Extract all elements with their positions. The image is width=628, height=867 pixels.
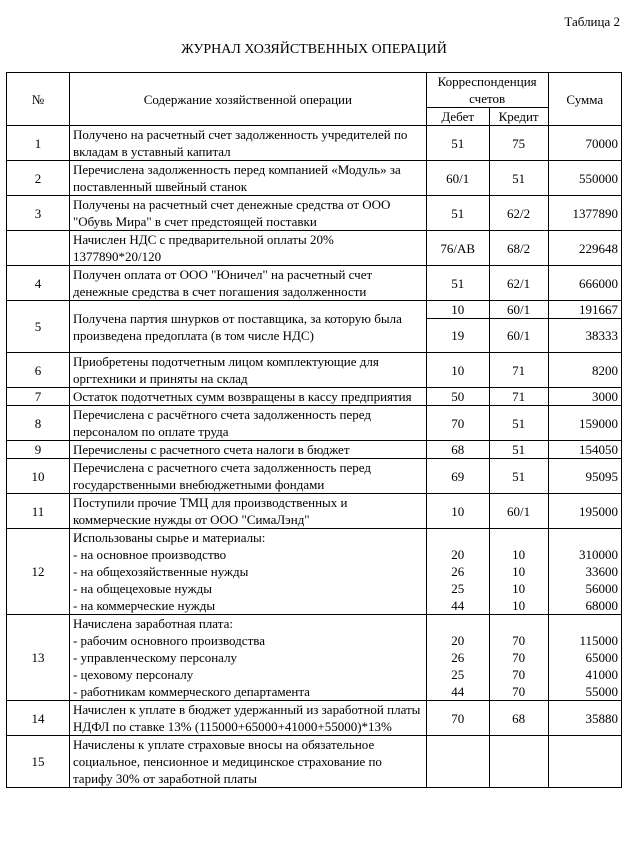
- row-credit: 70: [512, 684, 526, 699]
- row-desc: Получены на расчетный счет денежные средства от ООО "Обувь Мира" в счет предстоящей поставки: [69, 196, 426, 231]
- row-num: 1: [7, 126, 70, 161]
- row-credit: 51: [489, 161, 548, 196]
- row-num: 14: [7, 701, 70, 736]
- row-desc-line: - на основное производство: [72, 547, 227, 562]
- row-credit: 10: [512, 598, 526, 613]
- row-desc: Начислен НДС с предварительной оплаты 20% 1377890*20/120: [69, 231, 426, 266]
- row-num: 8: [7, 406, 70, 441]
- row-num: 5: [7, 301, 70, 353]
- row-sum: 70000: [548, 126, 622, 161]
- row-desc-line: - рабочим основного производства: [72, 633, 265, 648]
- row-credit: 70: [512, 633, 526, 648]
- page-title: ЖУРНАЛ ХОЗЯЙСТВЕННЫХ ОПЕРАЦИЙ: [181, 42, 447, 57]
- row-sum: 159000: [548, 406, 622, 441]
- table-row: [7, 441, 622, 459]
- row-debit: 76/АВ: [426, 231, 489, 266]
- row-debit: 51: [426, 126, 489, 161]
- row-desc: Получена партия шнурков от поставщика, за которую была произведена предоплата (в том числе НДС): [69, 301, 426, 353]
- row-sum: 55000: [585, 684, 618, 699]
- row-credit: 71: [489, 388, 548, 406]
- row-credit: 10: [512, 564, 526, 579]
- table-row: [7, 196, 622, 231]
- row-num: 3: [7, 196, 70, 231]
- row-debit: 10: [426, 494, 489, 529]
- row-num: 7: [7, 388, 70, 406]
- row-sum: 65000: [585, 650, 618, 665]
- row-credit: 60/1: [489, 319, 548, 353]
- row-debit: 68: [426, 441, 489, 459]
- table-row: [7, 388, 622, 406]
- row-debit: 19: [426, 319, 489, 353]
- row-sum: 95095: [548, 459, 622, 494]
- row-desc-line: - работникам коммерческого департамента: [72, 684, 310, 699]
- row-debit: 70: [426, 406, 489, 441]
- row-num: 11: [7, 494, 70, 529]
- row-debit: 70: [426, 701, 489, 736]
- row-desc-line: - на общецеховые нужды: [72, 581, 212, 596]
- row-num: 15: [7, 736, 70, 788]
- row-sum: 41000: [585, 667, 618, 682]
- row-credit: 60/1: [489, 301, 548, 319]
- row-num: 9: [7, 441, 70, 459]
- row-credit: 60/1: [489, 494, 548, 529]
- table-row: [7, 494, 622, 529]
- table-row: [7, 126, 622, 161]
- row-debit: 26: [451, 650, 465, 665]
- row-credit: 62/1: [489, 266, 548, 301]
- header-debit: Дебет: [426, 108, 489, 126]
- row-debit: 50: [426, 388, 489, 406]
- table-row: [7, 231, 622, 266]
- table-row: [7, 736, 622, 788]
- row-credit: 51: [489, 459, 548, 494]
- table-row: [7, 353, 622, 388]
- row-desc-line: - управленческому персоналу: [72, 650, 238, 665]
- row-debit: 10: [426, 353, 489, 388]
- row-desc: Поступили прочие ТМЦ для производственных и коммерческие нужды от ООО "СимаЛэнд": [69, 494, 426, 529]
- row-credit: 10: [512, 581, 526, 596]
- row-credit: [489, 736, 548, 788]
- table-row: [7, 406, 622, 441]
- journal-table: [6, 72, 622, 788]
- row-debit: 69: [426, 459, 489, 494]
- row-num: 6: [7, 353, 70, 388]
- row-debit: 26: [451, 564, 465, 579]
- row-num: [7, 231, 70, 266]
- row-debit: 20: [451, 547, 465, 562]
- table-row: [7, 266, 622, 301]
- header-num: №: [7, 73, 70, 126]
- row-debit: 25: [451, 667, 465, 682]
- row-desc-line: - на общехозяйственные нужды: [72, 564, 249, 579]
- header-credit: Кредит: [489, 108, 548, 126]
- row-sum: 68000: [585, 598, 618, 613]
- table-row: [7, 301, 622, 319]
- row-sum: 666000: [548, 266, 622, 301]
- row-num: 13: [7, 615, 70, 701]
- row-desc: Перечислена с расчётного счета задолженность перед персоналом по оплате труда: [69, 406, 426, 441]
- row-desc-title: Использованы сырье и материалы:: [72, 530, 266, 545]
- row-desc: Остаток подотчетных сумм возвращены в кассу предприятия: [69, 388, 426, 406]
- row-credit: 75: [489, 126, 548, 161]
- row-desc-line: - цеховому персоналу: [72, 667, 194, 682]
- table-row: [7, 459, 622, 494]
- row-sum: 38333: [548, 319, 622, 353]
- row-sum: 550000: [548, 161, 622, 196]
- row-debit: 25: [451, 581, 465, 596]
- row-debit: 44: [451, 598, 465, 613]
- row-debit: 20: [451, 633, 465, 648]
- row-desc: Перечислена задолженность перед компанией «Модуль» за поставленный швейный станок: [69, 161, 426, 196]
- row-credit: 68/2: [489, 231, 548, 266]
- row-credit: 62/2: [489, 196, 548, 231]
- row-num: 10: [7, 459, 70, 494]
- table-row: [7, 701, 622, 736]
- row-desc-title: Начислена заработная плата:: [72, 616, 233, 631]
- header-sum: Сумма: [548, 73, 622, 126]
- row-sum: 191667: [548, 301, 622, 319]
- row-sum: 115000: [579, 633, 618, 648]
- row-credit: 51: [489, 406, 548, 441]
- row-sum: [548, 736, 622, 788]
- row-sum: 195000: [548, 494, 622, 529]
- row-credit: 51: [489, 441, 548, 459]
- row-debit: 10: [426, 301, 489, 319]
- table-row: [7, 615, 622, 701]
- row-num: 2: [7, 161, 70, 196]
- table-caption: Таблица 2: [564, 14, 620, 29]
- row-sum: 8200: [548, 353, 622, 388]
- table-row: [7, 529, 622, 615]
- row-desc: Получено на расчетный счет задолженность учредителей по вкладам в уставный капитал: [69, 126, 426, 161]
- row-credit: 71: [489, 353, 548, 388]
- row-desc: Начислен к уплате в бюджет удержанный из заработной платы НДФЛ по ставке 13% (115000+65000+41000+55000)*13%: [69, 701, 426, 736]
- row-debit: 60/1: [426, 161, 489, 196]
- row-desc: Начислены к уплате страховые вносы на обязательное социальное, пенсионное и медицинское страхование по тарифу 30% от заработной платы: [69, 736, 426, 788]
- row-sum: 35880: [548, 701, 622, 736]
- row-credit: 70: [512, 650, 526, 665]
- row-sum: 154050: [548, 441, 622, 459]
- header-correspondence: Корреспонденция счетов: [426, 73, 548, 108]
- row-desc: Получен оплата от ООО "Юничел" на расчетный счет денежные средства в счет погашения задолженности: [69, 266, 426, 301]
- row-credit: 70: [512, 667, 526, 682]
- row-credit: 10: [512, 547, 526, 562]
- row-desc: Приобретены подотчетным лицом комплектующие для оргтехники и приняты на склад: [69, 353, 426, 388]
- row-desc-line: - на коммерческие нужды: [72, 598, 216, 613]
- row-debit: 51: [426, 266, 489, 301]
- row-desc: Перечислена с расчетного счета задолженность перед государственными внебюджетными фондами: [69, 459, 426, 494]
- row-sum: 310000: [579, 547, 618, 562]
- table-row: [7, 161, 622, 196]
- row-num: 4: [7, 266, 70, 301]
- row-debit: [426, 736, 489, 788]
- row-sum: 33600: [585, 564, 618, 579]
- row-num: 12: [7, 529, 70, 615]
- row-desc: Перечислены с расчетного счета налоги в бюджет: [69, 441, 426, 459]
- row-credit: 68: [489, 701, 548, 736]
- header-content: Содержание хозяйственной операции: [69, 73, 426, 126]
- row-sum: 3000: [548, 388, 622, 406]
- row-debit: 51: [426, 196, 489, 231]
- row-sum: 229648: [548, 231, 622, 266]
- row-sum: 56000: [585, 581, 618, 596]
- row-sum: 1377890: [548, 196, 622, 231]
- row-debit: 44: [451, 684, 465, 699]
